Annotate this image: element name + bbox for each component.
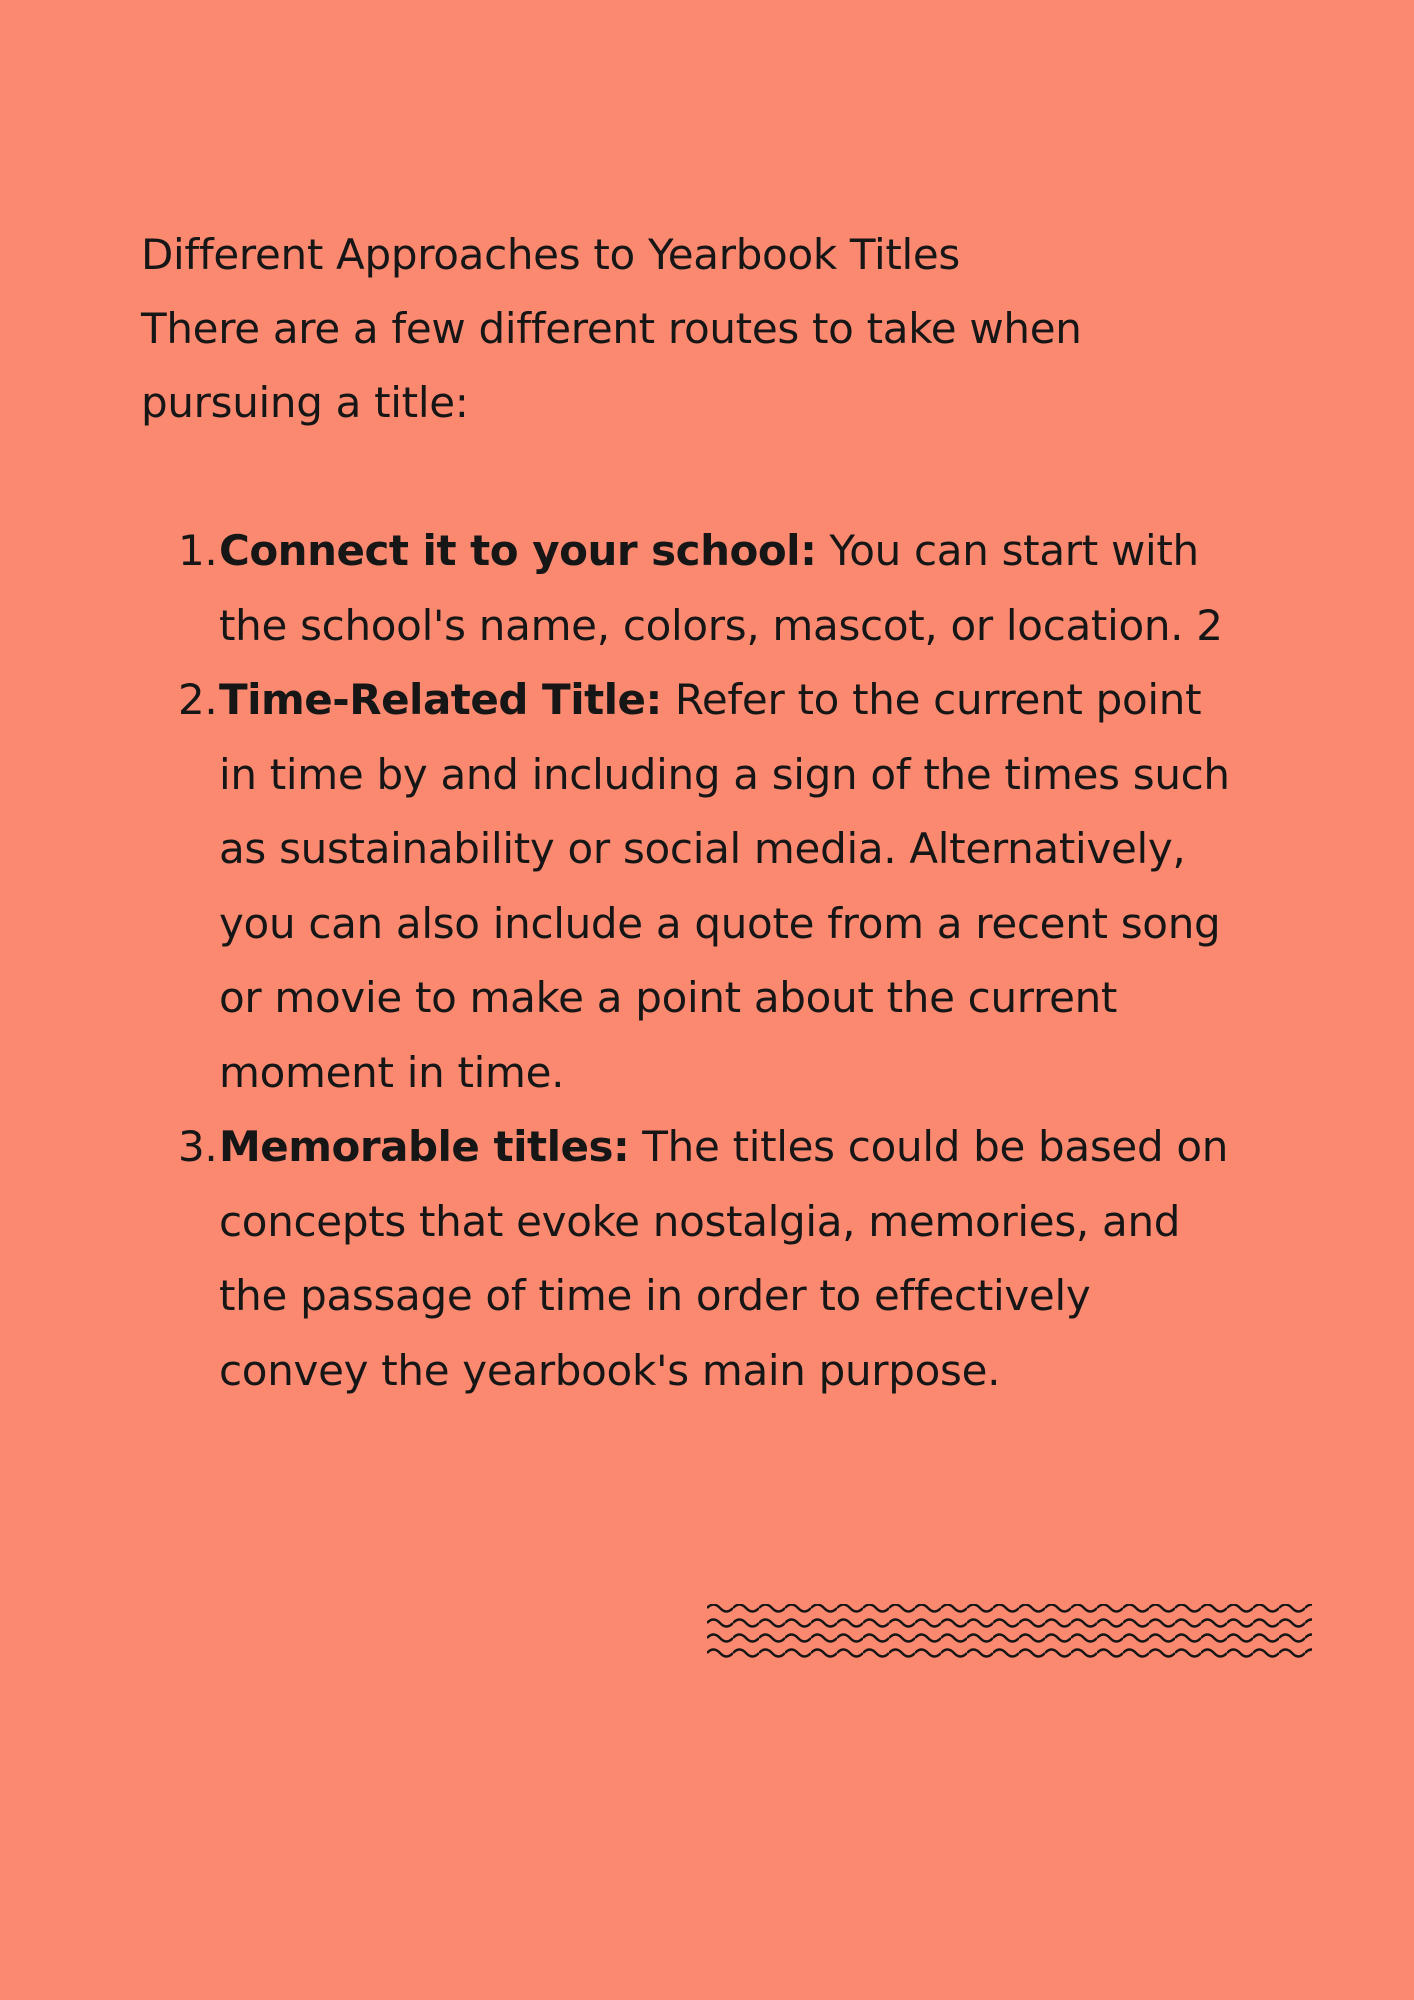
list-item-text: The titles could be based on concepts that evoke nostalgia, memories, and the passage of time in order to effectively convey the yearbook's main purpose.: [219, 1122, 1229, 1395]
document-body: [141, 218, 1271, 1408]
list-item-number: 2.: [178, 675, 218, 724]
approaches-list: [141, 514, 1271, 1408]
list-item-title: Memorable titles:: [219, 1122, 630, 1171]
list-item-title: Connect it to your school:: [219, 526, 817, 575]
list-item-text: Refer to the current point in time by and including a sign of the times such as sustainability or social media. Alternatively, you can also include a quote from a recent song or movie to make a point about the current moment in time.: [219, 675, 1230, 1097]
list-item: [141, 514, 1251, 663]
list-item: [141, 1110, 1251, 1408]
list-item-number: 1.: [178, 526, 218, 575]
list-item-text: You can start with the school's name, colors, mascot, or location. 2: [219, 526, 1223, 650]
wave-pattern-icon: [707, 1604, 1312, 1658]
page-title: Different Approaches to Yearbook Titles: [141, 230, 961, 279]
list-item-number: 3.: [178, 1122, 218, 1171]
intro-paragraph: There are a few different routes to take when pursuing a title:: [141, 304, 1082, 427]
list-item-title: Time-Related Title:: [219, 675, 662, 724]
list-item: [141, 663, 1251, 1110]
